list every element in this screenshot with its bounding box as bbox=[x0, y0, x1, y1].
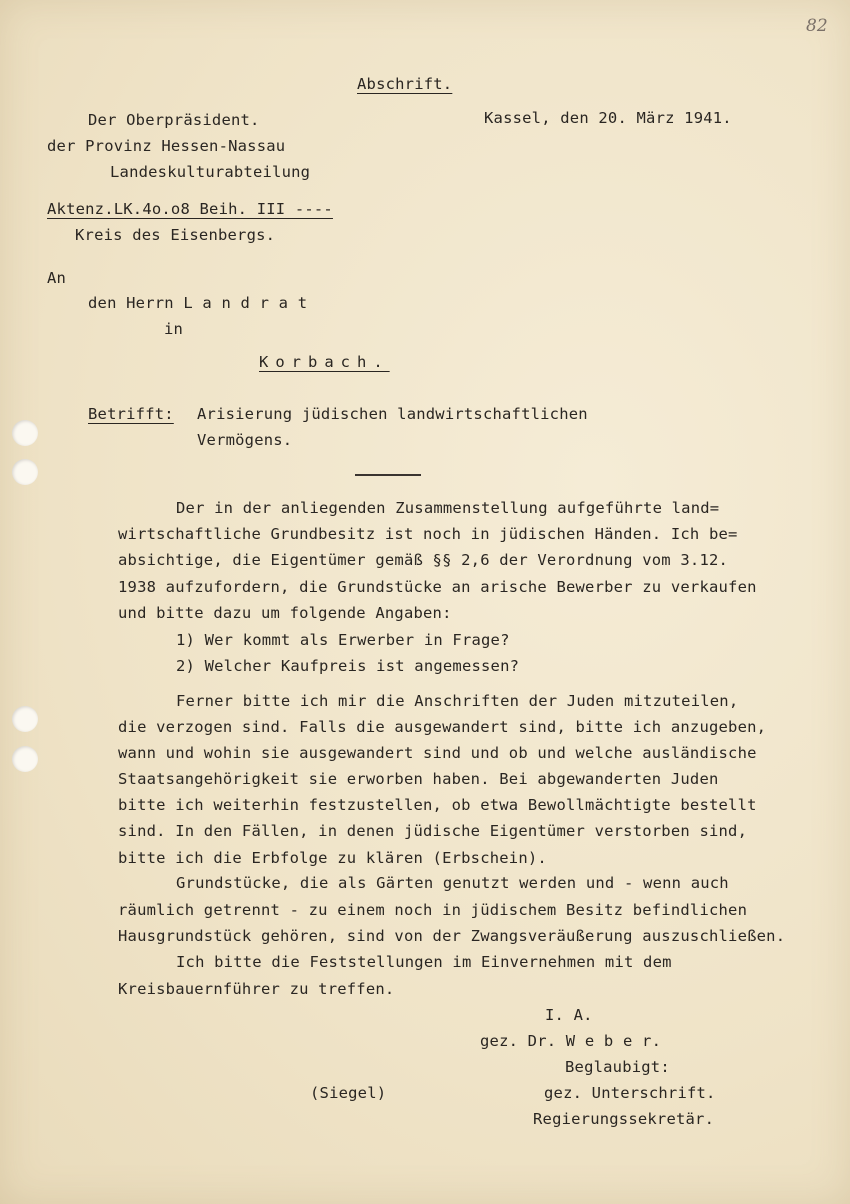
place-date: Kassel, den 20. März 1941. bbox=[484, 109, 732, 127]
paragraph-2-line: Staatsangehörigkeit sie erworben haben. Bei abgewanderten Juden bbox=[118, 770, 719, 788]
separator-line bbox=[355, 474, 421, 476]
sender-line-3: Landeskulturabteilung bbox=[110, 163, 311, 181]
paragraph-3-line: räumlich getrennt - zu einem noch in jüdischem Besitz befindlichen bbox=[118, 901, 748, 919]
seal: (Siegel) bbox=[310, 1084, 387, 1102]
paragraph-1-line: 1938 aufzufordern, die Grundstücke an arische Bewerber zu verkaufen bbox=[118, 578, 757, 596]
paragraph-1-line: absichtige, die Eigentümer gemäß §§ 2,6 der Verordnung vom 3.12. bbox=[118, 551, 729, 569]
question-1: 1) Wer kommt als Erwerber in Frage? bbox=[176, 631, 510, 649]
punch-hole bbox=[12, 420, 38, 446]
paragraph-1-line: und bitte dazu um folgende Angaben: bbox=[118, 604, 452, 622]
punch-hole bbox=[12, 746, 38, 772]
paragraph-3-line: Hausgrundstück gehören, sind von der Zwangsveräußerung auszuschließen. bbox=[118, 927, 786, 945]
page-number: 82 bbox=[806, 16, 828, 36]
question-2: 2) Welcher Kaufpreis ist angemessen? bbox=[176, 657, 520, 675]
paragraph-2-line: bitte ich die Erbfolge zu klären (Erbschein). bbox=[118, 849, 547, 867]
district: Kreis des Eisenbergs. bbox=[75, 226, 276, 244]
subject-line-1: Arisierung jüdischen landwirtschaftlichen bbox=[197, 405, 588, 423]
paragraph-3-line: Grundstücke, die als Gärten genutzt werden und - wenn auch bbox=[176, 874, 729, 892]
reference-number: Aktenz.LK.4o.o8 Beih. III ---- bbox=[47, 200, 333, 218]
signature-name: gez. Dr. W e b e r. bbox=[480, 1032, 662, 1050]
sender-line-1: Der Oberpräsident. bbox=[88, 111, 260, 129]
signature-rank: Regierungssekretär. bbox=[533, 1110, 715, 1128]
paragraph-2-line: wann und wohin sie ausgewandert sind und ob und welche ausländische bbox=[118, 744, 757, 762]
paragraph-2-line: Ferner bitte ich mir die Anschriften der Juden mitzuteilen, bbox=[176, 692, 739, 710]
punch-hole bbox=[12, 706, 38, 732]
signature-ia: I. A. bbox=[545, 1006, 593, 1024]
signature-unterschrift: gez. Unterschrift. bbox=[544, 1084, 716, 1102]
signature-certified: Beglaubigt: bbox=[565, 1058, 670, 1076]
sender-line-2: der Provinz Hessen-Nassau bbox=[47, 137, 286, 155]
recipient-name: den Herrn L a n d r a t bbox=[88, 294, 308, 312]
subject-label: Betrifft: bbox=[88, 405, 174, 423]
paragraph-4-line: Kreisbauernführer zu treffen. bbox=[118, 980, 395, 998]
paragraph-2-line: bitte ich weiterhin festzustellen, ob etwa Bewollmächtigte bestellt bbox=[118, 796, 757, 814]
recipient-city: Korbach. bbox=[259, 353, 390, 371]
subject-line-2: Vermögens. bbox=[197, 431, 293, 449]
paragraph-4-line: Ich bitte die Feststellungen im Einvernehmen mit dem bbox=[176, 953, 672, 971]
recipient-an: An bbox=[47, 269, 67, 287]
paragraph-2-line: sind. In den Fällen, in denen jüdische Eigentümer verstorben sind, bbox=[118, 822, 748, 840]
paragraph-1-line: wirtschaftliche Grundbesitz ist noch in jüdischen Händen. Ich be= bbox=[118, 525, 738, 543]
document-title: Abschrift. bbox=[357, 75, 453, 93]
paragraph-1-line: Der in der anliegenden Zusammenstellung aufgeführte land= bbox=[176, 499, 720, 517]
punch-hole bbox=[12, 459, 38, 485]
paragraph-2-line: die verzogen sind. Falls die ausgewandert sind, bitte ich anzugeben, bbox=[118, 718, 767, 736]
recipient-in: in bbox=[164, 320, 184, 338]
